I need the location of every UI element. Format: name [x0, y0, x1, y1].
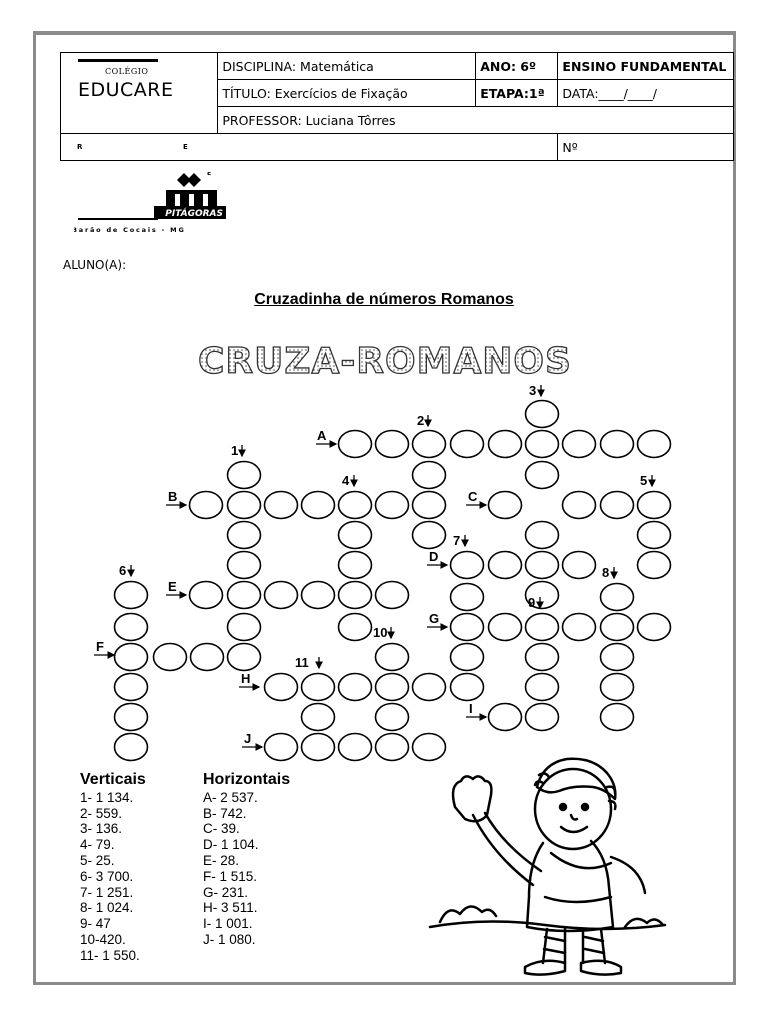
crossword-cell[interactable] — [154, 644, 187, 671]
crossword-cell[interactable] — [413, 674, 446, 701]
crossword-cell[interactable] — [302, 734, 335, 761]
vertical-clue: 2- 559. — [80, 805, 123, 821]
label-a: A — [317, 428, 327, 443]
label-2: 2 — [417, 413, 425, 428]
crossword-cell[interactable] — [601, 674, 634, 701]
crossword-cell[interactable] — [339, 582, 372, 609]
pitagoras-logo — [74, 172, 226, 236]
crossword-cell[interactable] — [228, 614, 261, 641]
label-g: G — [429, 611, 440, 626]
crossword-cell[interactable] — [489, 614, 522, 641]
crossword-cell[interactable] — [451, 431, 484, 458]
school-logo — [61, 53, 218, 134]
label-10: 10 — [373, 625, 388, 640]
crossword-cell[interactable] — [601, 584, 634, 611]
crossword-cell[interactable] — [265, 582, 298, 609]
school-small-text: COLÉGIO — [105, 67, 149, 76]
crossword-cell[interactable] — [228, 582, 261, 609]
professor-cell: PROFESSOR: Luciana Tôrres — [218, 107, 734, 134]
numero-cell: Nº — [558, 134, 734, 161]
crossword-cell[interactable] — [376, 674, 409, 701]
horizontal-clue: B- 742. — [203, 805, 247, 821]
crossword-cell[interactable] — [339, 552, 372, 579]
vertical-clue: 5- 25. — [80, 852, 115, 868]
crossword-cell[interactable] — [451, 552, 484, 579]
label-8: 8 — [602, 565, 610, 580]
crossword-cell[interactable] — [115, 674, 148, 701]
crossword-cell[interactable] — [376, 704, 409, 731]
vertical-clue: 7- 1 251. — [80, 884, 134, 900]
crossword-cell[interactable] — [115, 582, 148, 609]
crossword-cell[interactable] — [638, 552, 671, 579]
vertical-clue: 10-420. — [80, 931, 126, 947]
label-4: 4 — [342, 473, 350, 488]
crossword-cell[interactable] — [190, 582, 223, 609]
crossword-cell[interactable] — [526, 704, 559, 731]
crossword-cell[interactable] — [115, 614, 148, 641]
pitagoras-brand: PITÁGORAS — [165, 209, 223, 219]
school-name: EDUCARE — [78, 79, 174, 101]
label-i: I — [469, 701, 473, 716]
crossword-cell[interactable] — [526, 431, 559, 458]
roman-boy-illustration — [425, 757, 675, 985]
verticais-title: Verticais — [80, 771, 146, 788]
crossword-cell[interactable] — [489, 431, 522, 458]
crossword-cell[interactable] — [376, 734, 409, 761]
crossword-cell[interactable] — [413, 431, 446, 458]
crossword-cell[interactable] — [413, 522, 446, 549]
label-c: C — [468, 489, 478, 504]
crossword-cell[interactable] — [376, 644, 409, 671]
label-11: 11 — [295, 655, 309, 670]
crossword-cell[interactable] — [339, 674, 372, 701]
crossword-cell[interactable] — [563, 431, 596, 458]
horizontal-clue: H- 3 511. — [203, 900, 258, 916]
horizontal-clue: C- 39. — [203, 821, 240, 837]
crossword-board — [0, 330, 768, 770]
crossword-cell[interactable] — [601, 614, 634, 641]
crossword-cell[interactable] — [489, 492, 522, 519]
crossword-cell[interactable] — [413, 462, 446, 489]
crossword-cell[interactable] — [638, 431, 671, 458]
crossword-cell[interactable] — [228, 462, 261, 489]
row4-letter-r: R — [77, 143, 83, 151]
crossword-cell[interactable] — [339, 522, 372, 549]
crossword-cell[interactable] — [638, 522, 671, 549]
pitagoras-city: Barão de Cocais - MG — [74, 226, 186, 234]
vertical-clue: 4- 79. — [80, 837, 115, 853]
crossword-cell[interactable] — [451, 674, 484, 701]
vertical-clue: 11- 1 550. — [80, 947, 140, 963]
horizontal-clue: F- 1 515. — [203, 868, 258, 884]
ensino-cell: ENSINO FUNDAMENTAL — [558, 53, 734, 80]
crossword-cell[interactable] — [563, 492, 596, 519]
label-f: F — [96, 639, 104, 654]
crossword-cell[interactable] — [228, 492, 261, 519]
crossword-cell[interactable] — [563, 614, 596, 641]
label-d: D — [429, 549, 439, 564]
crossword-cell[interactable] — [526, 401, 559, 428]
crossword-cell[interactable] — [339, 492, 372, 519]
vertical-clue: 3- 136. — [80, 821, 123, 837]
header-table — [60, 52, 734, 161]
disciplina-cell: DISCIPLINA: Matemática — [218, 53, 476, 80]
horizontal-clue: E- 28. — [203, 852, 240, 868]
vertical-clue: 9- 47 — [80, 916, 111, 932]
crossword-cell[interactable] — [526, 462, 559, 489]
crossword-cell[interactable] — [638, 492, 671, 519]
exercise-title: Cruzadinha de números Romanos — [254, 291, 514, 308]
titulo-cell: TÍTULO: Exercícios de Fixação — [218, 80, 476, 107]
horizontal-clue: A- 2 537. — [203, 789, 258, 805]
etapa-cell: ETAPA:1ª — [476, 80, 558, 107]
crossword-cell[interactable] — [339, 734, 372, 761]
crossword-cell[interactable] — [228, 644, 261, 671]
crossword-cell[interactable] — [601, 644, 634, 671]
label-b: B — [168, 489, 178, 504]
vertical-clue: 8- 1 024. — [80, 900, 134, 916]
row4-cell — [61, 134, 558, 161]
stray-e: E — [207, 172, 212, 177]
label-7: 7 — [453, 533, 461, 548]
crossword-cell[interactable] — [563, 552, 596, 579]
horizontal-clue: D- 1 104. — [203, 837, 259, 853]
ano-cell: ANO: 6º — [476, 53, 558, 80]
crossword-cell[interactable] — [302, 492, 335, 519]
data-cell: DATA:____/____/ — [558, 80, 734, 107]
label-h: H — [241, 671, 251, 686]
crossword-cell[interactable] — [265, 492, 298, 519]
label-9: 9 — [528, 595, 536, 610]
crossword-cell[interactable] — [191, 644, 224, 671]
crossword-cell[interactable] — [526, 614, 559, 641]
vertical-clue: 6- 3 700. — [80, 868, 134, 884]
crossword-cell[interactable] — [601, 704, 634, 731]
crossword-cell[interactable] — [376, 492, 409, 519]
row4-letter-e: E — [183, 143, 188, 151]
crossword-cell[interactable] — [339, 431, 372, 458]
crossword-cell[interactable] — [451, 644, 484, 671]
label-e: E — [168, 579, 177, 594]
crossword-cell[interactable] — [489, 704, 522, 731]
vertical-clue: 1- 1 134. — [80, 789, 134, 805]
crossword-cell[interactable] — [526, 644, 559, 671]
crossword-cell[interactable] — [265, 734, 298, 761]
horizontal-clue: I- 1 001. — [203, 916, 253, 932]
label-3: 3 — [529, 383, 537, 398]
crossword-cell[interactable] — [413, 492, 446, 519]
label-j: J — [244, 731, 252, 746]
horizontal-clue: G- 231. — [203, 884, 249, 900]
crossword-cell[interactable] — [526, 552, 559, 579]
crossword-cell[interactable] — [302, 704, 335, 731]
crossword-cell[interactable] — [339, 614, 372, 641]
banner-title: CRUZA-ROMANOS — [198, 341, 572, 382]
crossword-cell[interactable] — [451, 584, 484, 611]
crossword-cell[interactable] — [115, 704, 148, 731]
verticais-clues — [80, 772, 146, 964]
aluno-label: ALUNO(A): — [63, 258, 127, 272]
crossword-cell[interactable] — [228, 552, 261, 579]
crossword-cell[interactable] — [526, 674, 559, 701]
crossword-cell[interactable] — [601, 492, 634, 519]
crossword-cells — [115, 401, 671, 761]
crossword-cell[interactable] — [376, 582, 409, 609]
crossword-cell[interactable] — [638, 614, 671, 641]
crossword-cell[interactable] — [376, 431, 409, 458]
crossword-cell[interactable] — [115, 644, 148, 671]
crossword-cell[interactable] — [190, 492, 223, 519]
crossword-cell[interactable] — [489, 552, 522, 579]
horizontal-clue: J- 1 080. — [203, 931, 256, 947]
crossword-cell[interactable] — [265, 674, 298, 701]
crossword-cell[interactable] — [302, 582, 335, 609]
crossword-cell[interactable] — [451, 614, 484, 641]
horizontais-clues — [203, 772, 290, 948]
crossword-cell[interactable] — [601, 431, 634, 458]
crossword-cell[interactable] — [526, 522, 559, 549]
label-5: 5 — [640, 473, 648, 488]
horizontais-title: Horizontais — [203, 771, 291, 788]
crossword-cell[interactable] — [228, 522, 261, 549]
crossword-cell[interactable] — [115, 734, 148, 761]
crossword-cell[interactable] — [302, 674, 335, 701]
label-6: 6 — [119, 563, 127, 578]
label-1: 1 — [231, 443, 239, 458]
